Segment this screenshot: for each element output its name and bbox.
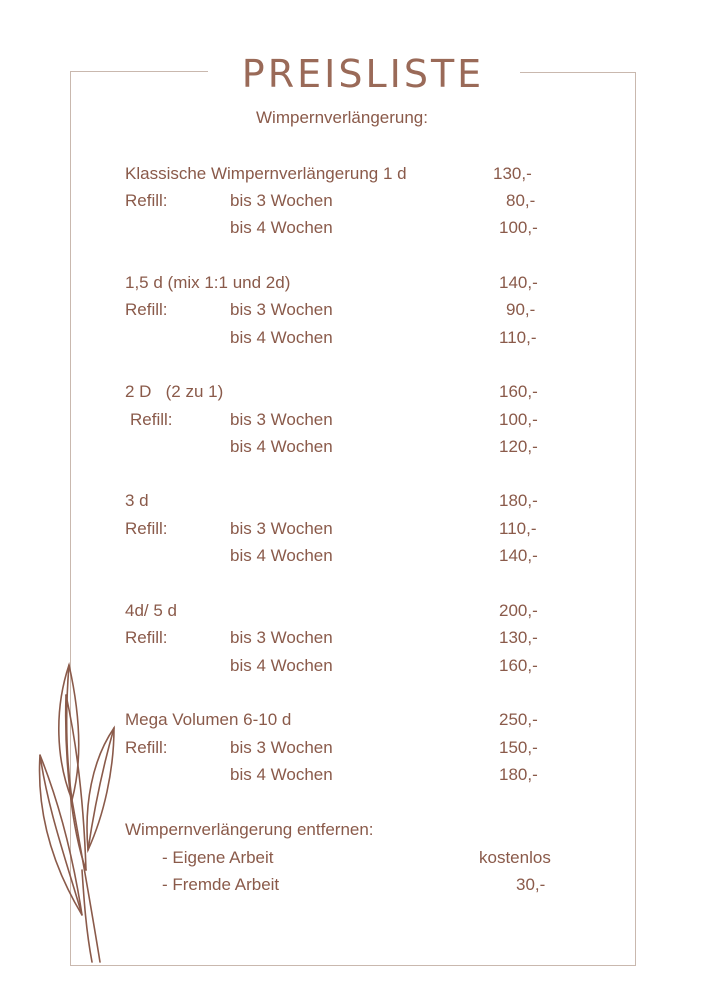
refill-price: 100,- <box>499 218 538 237</box>
service-name: Klassische Wimpernverlängerung 1 d <box>125 164 407 183</box>
frame-right <box>635 72 636 966</box>
leaf-branch-icon <box>28 660 128 970</box>
refill-period: bis 3 Wochen <box>230 410 333 429</box>
refill-price: 90,- <box>506 300 536 319</box>
refill-price: 110,- <box>499 519 537 538</box>
refill-price: 80,- <box>506 191 536 210</box>
refill-period: bis 4 Wochen <box>230 218 333 237</box>
service-name: Mega Volumen 6-10 d <box>125 710 292 729</box>
refill-period: bis 3 Wochen <box>230 519 333 538</box>
removal-heading: Wimpernverlängerung entfernen: <box>125 820 374 839</box>
refill-label: Refill: <box>125 191 168 210</box>
refill-label: Refill: <box>130 410 173 429</box>
page-title: PREISLISTE <box>241 52 485 96</box>
service-price: 140,- <box>499 273 538 292</box>
service-name: 2 D (2 zu 1) <box>125 382 224 401</box>
refill-period: bis 3 Wochen <box>230 191 333 210</box>
refill-price: 110,- <box>499 328 537 347</box>
refill-period: bis 4 Wochen <box>230 765 333 784</box>
refill-period: bis 3 Wochen <box>230 300 333 319</box>
refill-price: 100,- <box>499 410 538 429</box>
refill-period: bis 4 Wochen <box>230 328 333 347</box>
removal-item-price: 30,- <box>516 875 546 894</box>
refill-period: bis 3 Wochen <box>230 628 333 647</box>
refill-price: 180,- <box>499 765 538 784</box>
removal-item-name: - Fremde Arbeit <box>162 875 280 894</box>
refill-label: Refill: <box>125 300 168 319</box>
page-subtitle: Wimpernverlängerung: <box>256 108 428 127</box>
frame-top-right <box>520 72 636 73</box>
service-price: 130,- <box>493 164 532 183</box>
refill-label: Refill: <box>125 738 168 757</box>
refill-period: bis 4 Wochen <box>230 546 333 565</box>
service-price: 250,- <box>499 710 538 729</box>
service-price: 180,- <box>499 491 538 510</box>
refill-label: Refill: <box>125 628 168 647</box>
refill-price: 150,- <box>499 738 538 757</box>
refill-price: 140,- <box>499 546 538 565</box>
service-price: 160,- <box>499 382 538 401</box>
refill-price: 160,- <box>499 656 538 675</box>
refill-label: Refill: <box>125 519 168 538</box>
service-name: 1,5 d (mix 1:1 und 2d) <box>125 273 291 292</box>
removal-item-price: kostenlos <box>479 848 551 867</box>
frame-bottom <box>70 965 636 966</box>
frame-top-left <box>70 71 208 72</box>
removal-item-name: - Eigene Arbeit <box>162 848 274 867</box>
refill-price: 120,- <box>499 437 538 456</box>
refill-period: bis 4 Wochen <box>230 437 333 456</box>
service-price: 200,- <box>499 601 538 620</box>
refill-period: bis 3 Wochen <box>230 738 333 757</box>
refill-period: bis 4 Wochen <box>230 656 333 675</box>
refill-price: 130,- <box>499 628 538 647</box>
service-name: 4d/ 5 d <box>125 601 177 620</box>
service-name: 3 d <box>125 491 149 510</box>
